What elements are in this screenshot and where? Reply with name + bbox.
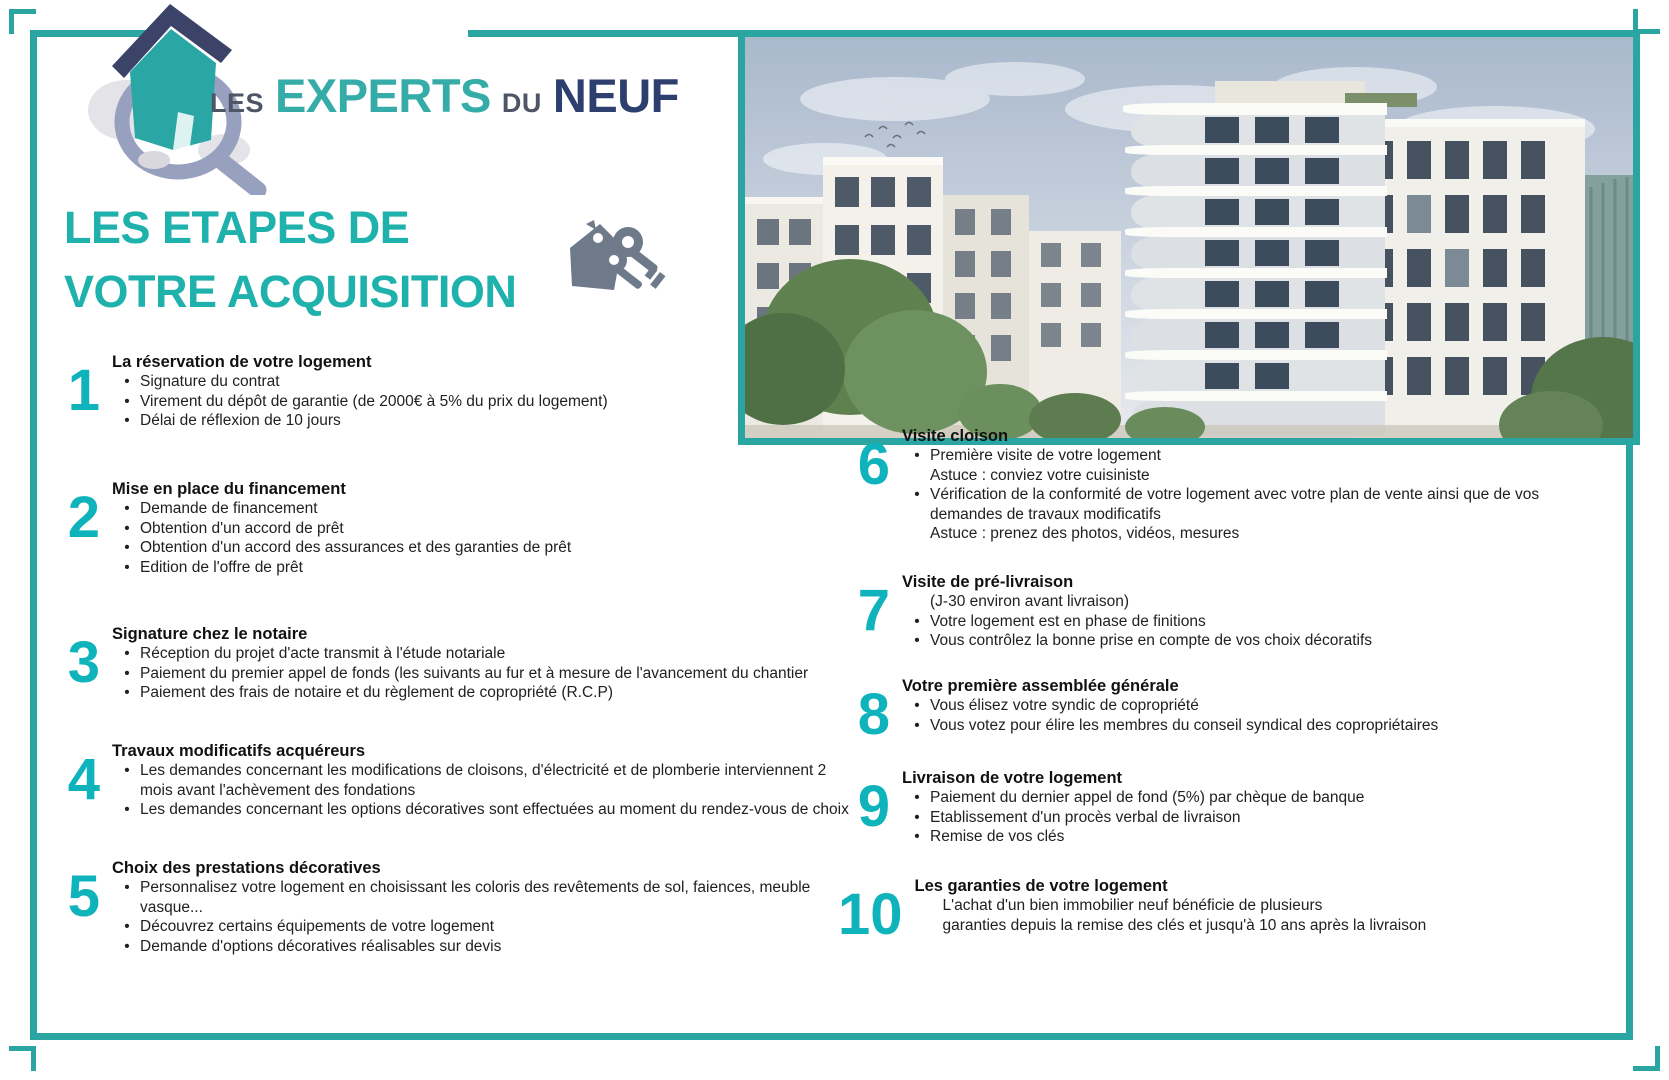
step-3-content xyxy=(112,624,840,703)
step-item-text: Découvrez certains équipements de votre logement xyxy=(140,918,495,935)
step-7-content xyxy=(902,572,1558,651)
bullet-icon: • xyxy=(914,808,920,826)
bullet-icon: • xyxy=(914,632,920,649)
step-7-heading: Visite de pré-livraison xyxy=(902,573,1074,591)
step-item-text: Première visite de votre logement xyxy=(930,447,1161,464)
step-item-text: Remise de vos clés xyxy=(930,828,1065,845)
step-item-text: Vous contrôlez la bonne prise en compte de vos choix décoratifs xyxy=(930,632,1373,649)
step-item-text: Réception du projet d'acte transmit à l'étude notariale xyxy=(140,645,506,662)
step-1-item xyxy=(112,372,840,392)
step-1-item xyxy=(112,392,840,412)
step-9-content xyxy=(902,768,1558,847)
bullet-icon: • xyxy=(124,937,130,955)
step-5-heading: Choix des prestations décoratives xyxy=(112,859,381,877)
step-item-text: Les demandes concernant les modifications de cloisons, d'électricité et de plomberie interviennent 2 mois avant l'achèvement des fondations xyxy=(140,762,827,799)
step-6-number: 6 xyxy=(857,432,890,497)
step-8-number: 8 xyxy=(857,682,890,747)
step-item-text: Paiement des frais de notaire et du règlement de copropriété (R.C.P) xyxy=(140,684,613,701)
step-8-heading: Votre première assemblée générale xyxy=(902,677,1179,695)
step-4-item xyxy=(112,761,850,800)
bullet-icon: • xyxy=(124,645,130,662)
brand-word-du: DU xyxy=(501,88,542,118)
step-item-text: Votre logement est en phase de finitions xyxy=(930,612,1206,630)
step-item-text: Vous élisez votre syndic de copropriété xyxy=(930,697,1199,714)
step-item-text: Obtention d'un accord des assurances et des garanties de prêt xyxy=(140,539,572,556)
step-2-item xyxy=(112,499,840,519)
step-3-heading: Signature chez le notaire xyxy=(112,625,308,643)
step-item-text: Signature du contrat xyxy=(140,373,280,390)
step-item-text: Vous votez pour élire les membres du conseil syndical des copropriétaires xyxy=(930,716,1439,734)
step-2 xyxy=(44,479,840,577)
bullet-icon: • xyxy=(124,500,130,517)
bullet-icon: • xyxy=(914,716,920,734)
step-5-content xyxy=(112,858,840,956)
bullet-icon: • xyxy=(914,828,920,845)
step-5-item xyxy=(112,878,840,917)
step-8-item xyxy=(902,696,1558,716)
step-7-item xyxy=(902,592,1558,612)
bullet-icon: • xyxy=(124,412,130,429)
step-item-text: Paiement du premier appel de fonds (les suivants au fur et à mesure de l'avancement du chantier xyxy=(140,664,809,682)
step-item-text: Personnalisez votre logement en choisissant les coloris des revêtements de sol, faiences, meuble vasque... xyxy=(140,879,811,916)
bullet-icon: • xyxy=(914,447,920,464)
step-1-content xyxy=(112,352,840,431)
bullet-icon: • xyxy=(914,486,920,503)
step-9 xyxy=(838,768,1558,847)
step-10-heading: Les garanties de votre logement xyxy=(914,877,1168,895)
step-3-item xyxy=(112,644,840,664)
step-10 xyxy=(838,876,1558,947)
bullet-icon: • xyxy=(124,664,130,682)
step-item-text: garanties depuis la remise des clés et jusqu'à 10 ans après la livraison xyxy=(942,916,1427,934)
step-2-content xyxy=(112,479,840,577)
step-item-text: Paiement du dernier appel de fond (5%) par chèque de banque xyxy=(930,789,1365,806)
step-2-item xyxy=(112,538,840,558)
step-8 xyxy=(838,676,1558,747)
step-1-item xyxy=(112,411,840,431)
step-1-number: 1 xyxy=(67,358,100,423)
step-4-number: 4 xyxy=(67,747,100,812)
bullet-icon: • xyxy=(124,684,130,701)
step-2-item xyxy=(112,558,840,578)
step-9-item xyxy=(902,808,1558,828)
brand-word-neuf: NEUF xyxy=(552,69,679,122)
step-5-item xyxy=(112,917,840,937)
step-1-heading: La réservation de votre logement xyxy=(112,353,372,371)
title-line-2: VOTRE ACQUISITION xyxy=(64,266,517,317)
bullet-icon: • xyxy=(124,918,130,935)
step-6-item xyxy=(902,485,1558,524)
step-4-item xyxy=(112,800,850,820)
bullet-icon: • xyxy=(124,801,130,818)
page-title xyxy=(64,196,516,324)
step-9-heading: Livraison de votre logement xyxy=(902,769,1123,787)
step-6-item xyxy=(902,466,1558,486)
step-3-number: 3 xyxy=(67,630,100,695)
step-6-content xyxy=(902,426,1558,544)
step-8-item xyxy=(902,716,1558,736)
bullet-icon: • xyxy=(124,879,130,896)
step-4-content xyxy=(112,741,850,820)
step-2-heading: Mise en place du financement xyxy=(112,480,346,498)
step-5-item xyxy=(112,937,840,957)
bullet-icon: • xyxy=(124,762,130,779)
step-6-item xyxy=(902,524,1558,544)
bullet-icon: • xyxy=(914,697,920,714)
brand-name xyxy=(210,68,679,123)
bullet-icon: • xyxy=(124,373,130,390)
step-item-text: (J-30 environ avant livraison) xyxy=(930,593,1130,610)
step-item-text: Demande d'options décoratives réalisables sur devis xyxy=(140,937,502,955)
bullet-icon: • xyxy=(124,539,130,556)
step-7-item xyxy=(902,612,1558,632)
step-9-item xyxy=(902,827,1558,847)
step-item-text: Virement du dépôt de garantie (de 2000€ à 5% du prix du logement) xyxy=(140,392,608,410)
title-line-1: LES ETAPES DE xyxy=(64,202,410,253)
step-4 xyxy=(44,741,850,820)
building-photo xyxy=(738,30,1640,445)
corner-mark-bottom-right xyxy=(1633,1046,1660,1071)
step-5-number: 5 xyxy=(67,864,100,929)
brand-word-les: LES xyxy=(210,88,265,118)
step-item-text: Vérification de la conformité de votre logement avec votre plan de vente ainsi que de vos demandes de travaux modificatifs xyxy=(930,486,1540,523)
step-9-number: 9 xyxy=(857,774,890,839)
step-4-heading: Travaux modificatifs acquéreurs xyxy=(112,742,366,760)
step-10-item xyxy=(915,916,1558,936)
step-6-heading: Visite cloison xyxy=(902,427,1009,445)
step-7 xyxy=(838,572,1558,651)
step-2-number: 2 xyxy=(67,485,100,550)
step-3-item xyxy=(112,664,840,684)
step-9-item xyxy=(902,788,1558,808)
bullet-icon: • xyxy=(914,612,920,630)
corner-mark-bottom-left xyxy=(9,1046,36,1071)
bullet-icon: • xyxy=(914,789,920,806)
step-1 xyxy=(44,352,840,431)
step-5 xyxy=(44,858,840,956)
building-photo-illustration xyxy=(745,37,1633,438)
bullet-icon: • xyxy=(124,519,130,537)
step-3 xyxy=(44,624,840,703)
step-10-number: 10 xyxy=(838,882,903,947)
step-2-item xyxy=(112,519,840,539)
step-item-text: Obtention d'un accord de prêt xyxy=(140,519,344,537)
step-item-text: Edition de l'offre de prêt xyxy=(140,558,303,576)
step-6-item xyxy=(902,446,1558,466)
step-item-text: L'achat d'un bien immobilier neuf bénéficie de plusieurs xyxy=(942,897,1323,914)
step-7-number: 7 xyxy=(857,578,890,643)
step-6 xyxy=(838,426,1558,544)
step-item-text: Délai de réflexion de 10 jours xyxy=(140,412,341,429)
step-8-content xyxy=(902,676,1558,735)
step-3-item xyxy=(112,683,840,703)
step-item-text: Demande de financement xyxy=(140,500,318,517)
step-item-text: Astuce : conviez votre cuisiniste xyxy=(930,466,1150,484)
bullet-icon: • xyxy=(124,392,130,410)
step-7-item xyxy=(902,631,1558,651)
step-item-text: Les demandes concernant les options décoratives sont effectuées au moment du rendez-vous de choix xyxy=(140,801,849,818)
step-10-item xyxy=(915,896,1558,916)
step-10-content xyxy=(915,876,1558,935)
step-item-text: Etablissement d'un procès verbal de livraison xyxy=(930,808,1241,826)
house-keys-icon xyxy=(556,216,674,302)
step-item-text: Astuce : prenez des photos, vidéos, mesures xyxy=(930,525,1240,542)
bullet-icon: • xyxy=(124,558,130,576)
brand-word-experts: EXPERTS xyxy=(275,69,491,122)
